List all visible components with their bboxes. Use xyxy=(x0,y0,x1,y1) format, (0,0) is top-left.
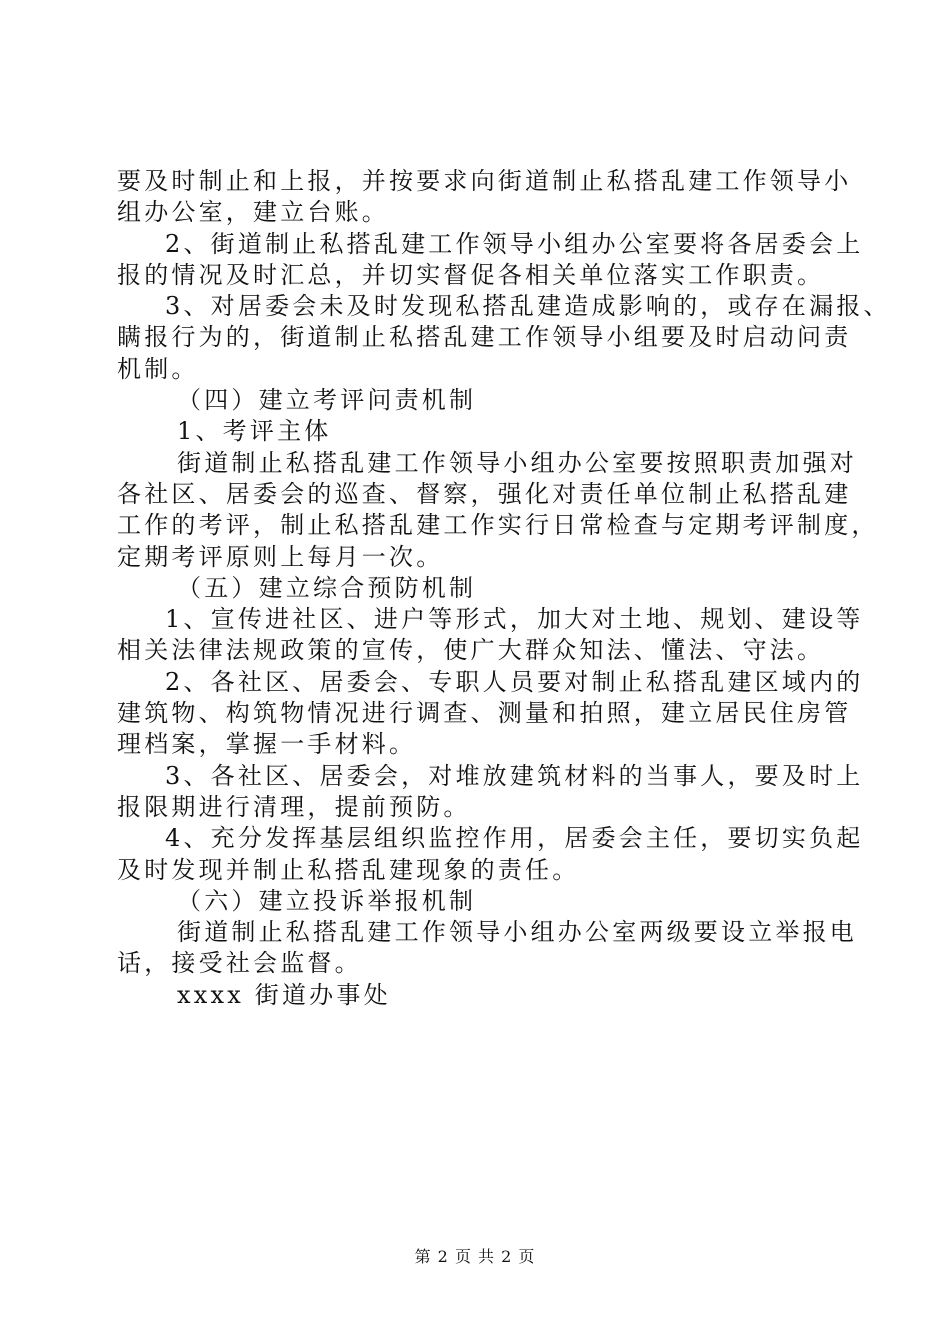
text-line: 街道制止私搭乱建工作领导小组办公室两级要设立举报电 xyxy=(177,918,857,947)
text-line: 建筑物、构筑物情况进行调查、测量和拍照，建立居民住房管 xyxy=(117,699,852,728)
section-heading: （六）建立投诉举报机制 xyxy=(177,886,477,915)
text-line: 及时发现并制止私搭乱建现象的责任。 xyxy=(117,855,580,884)
text-line: 各社区、居委会的巡查、督察，强化对责任单位制止私搭乱建 xyxy=(117,479,852,508)
text-line: 4、充分发挥基层组织监控作用，居委会主任，要切实负起 xyxy=(165,824,864,853)
section-heading: （五）建立综合预防机制 xyxy=(177,573,477,602)
text-line: 报的情况及时汇总，并切实督促各相关单位落实工作职责。 xyxy=(117,260,825,289)
text-line: 相关法律法规政策的宣传，使广大群众知法、懂法、守法。 xyxy=(117,636,825,665)
text-line: 2、街道制止私搭乱建工作领导小组办公室要将各居委会上 xyxy=(165,229,864,258)
text-line: 组办公室，建立台账。 xyxy=(117,198,389,227)
text-line: 瞒报行为的，街道制止私搭乱建工作领导小组要及时启动问责 xyxy=(117,323,852,352)
document-body xyxy=(117,166,891,1011)
text-line: 工作的考评，制止私搭乱建工作实行日常检查与定期考评制度， xyxy=(117,511,879,540)
page-number-footer: 第 2 页 共 2 页 xyxy=(414,1247,536,1266)
text-line: 报限期进行清理，提前预防。 xyxy=(117,792,471,821)
text-line: 3、各社区、居委会，对堆放建筑材料的当事人，要及时上 xyxy=(165,761,864,790)
text-line: 理档案，掌握一手材料。 xyxy=(117,730,417,759)
text-line: 3、对居委会未及时发现私搭乱建造成影响的，或存在漏报、 xyxy=(165,292,891,321)
text-line: 机制。 xyxy=(117,354,199,383)
text-line: 1、宣传进社区、进户等形式，加大对土地、规划、建设等 xyxy=(165,605,864,634)
text-line: 话，接受社会监督。 xyxy=(117,949,362,978)
signature-line: xxxx 街道办事处 xyxy=(177,980,391,1009)
text-line: 要及时制止和上报，并按要求向街道制止私搭乱建工作领导小 xyxy=(117,167,852,195)
text-line: 定期考评原则上每月一次。 xyxy=(117,542,444,571)
subsection-heading: 1、考评主体 xyxy=(177,417,332,446)
section-heading: （四）建立考评问责机制 xyxy=(177,386,477,415)
text-line: 街道制止私搭乱建工作领导小组办公室要按照职责加强对 xyxy=(177,448,857,477)
text-line: 2、各社区、居委会、专职人员要对制止私搭乱建区域内的 xyxy=(165,667,864,696)
